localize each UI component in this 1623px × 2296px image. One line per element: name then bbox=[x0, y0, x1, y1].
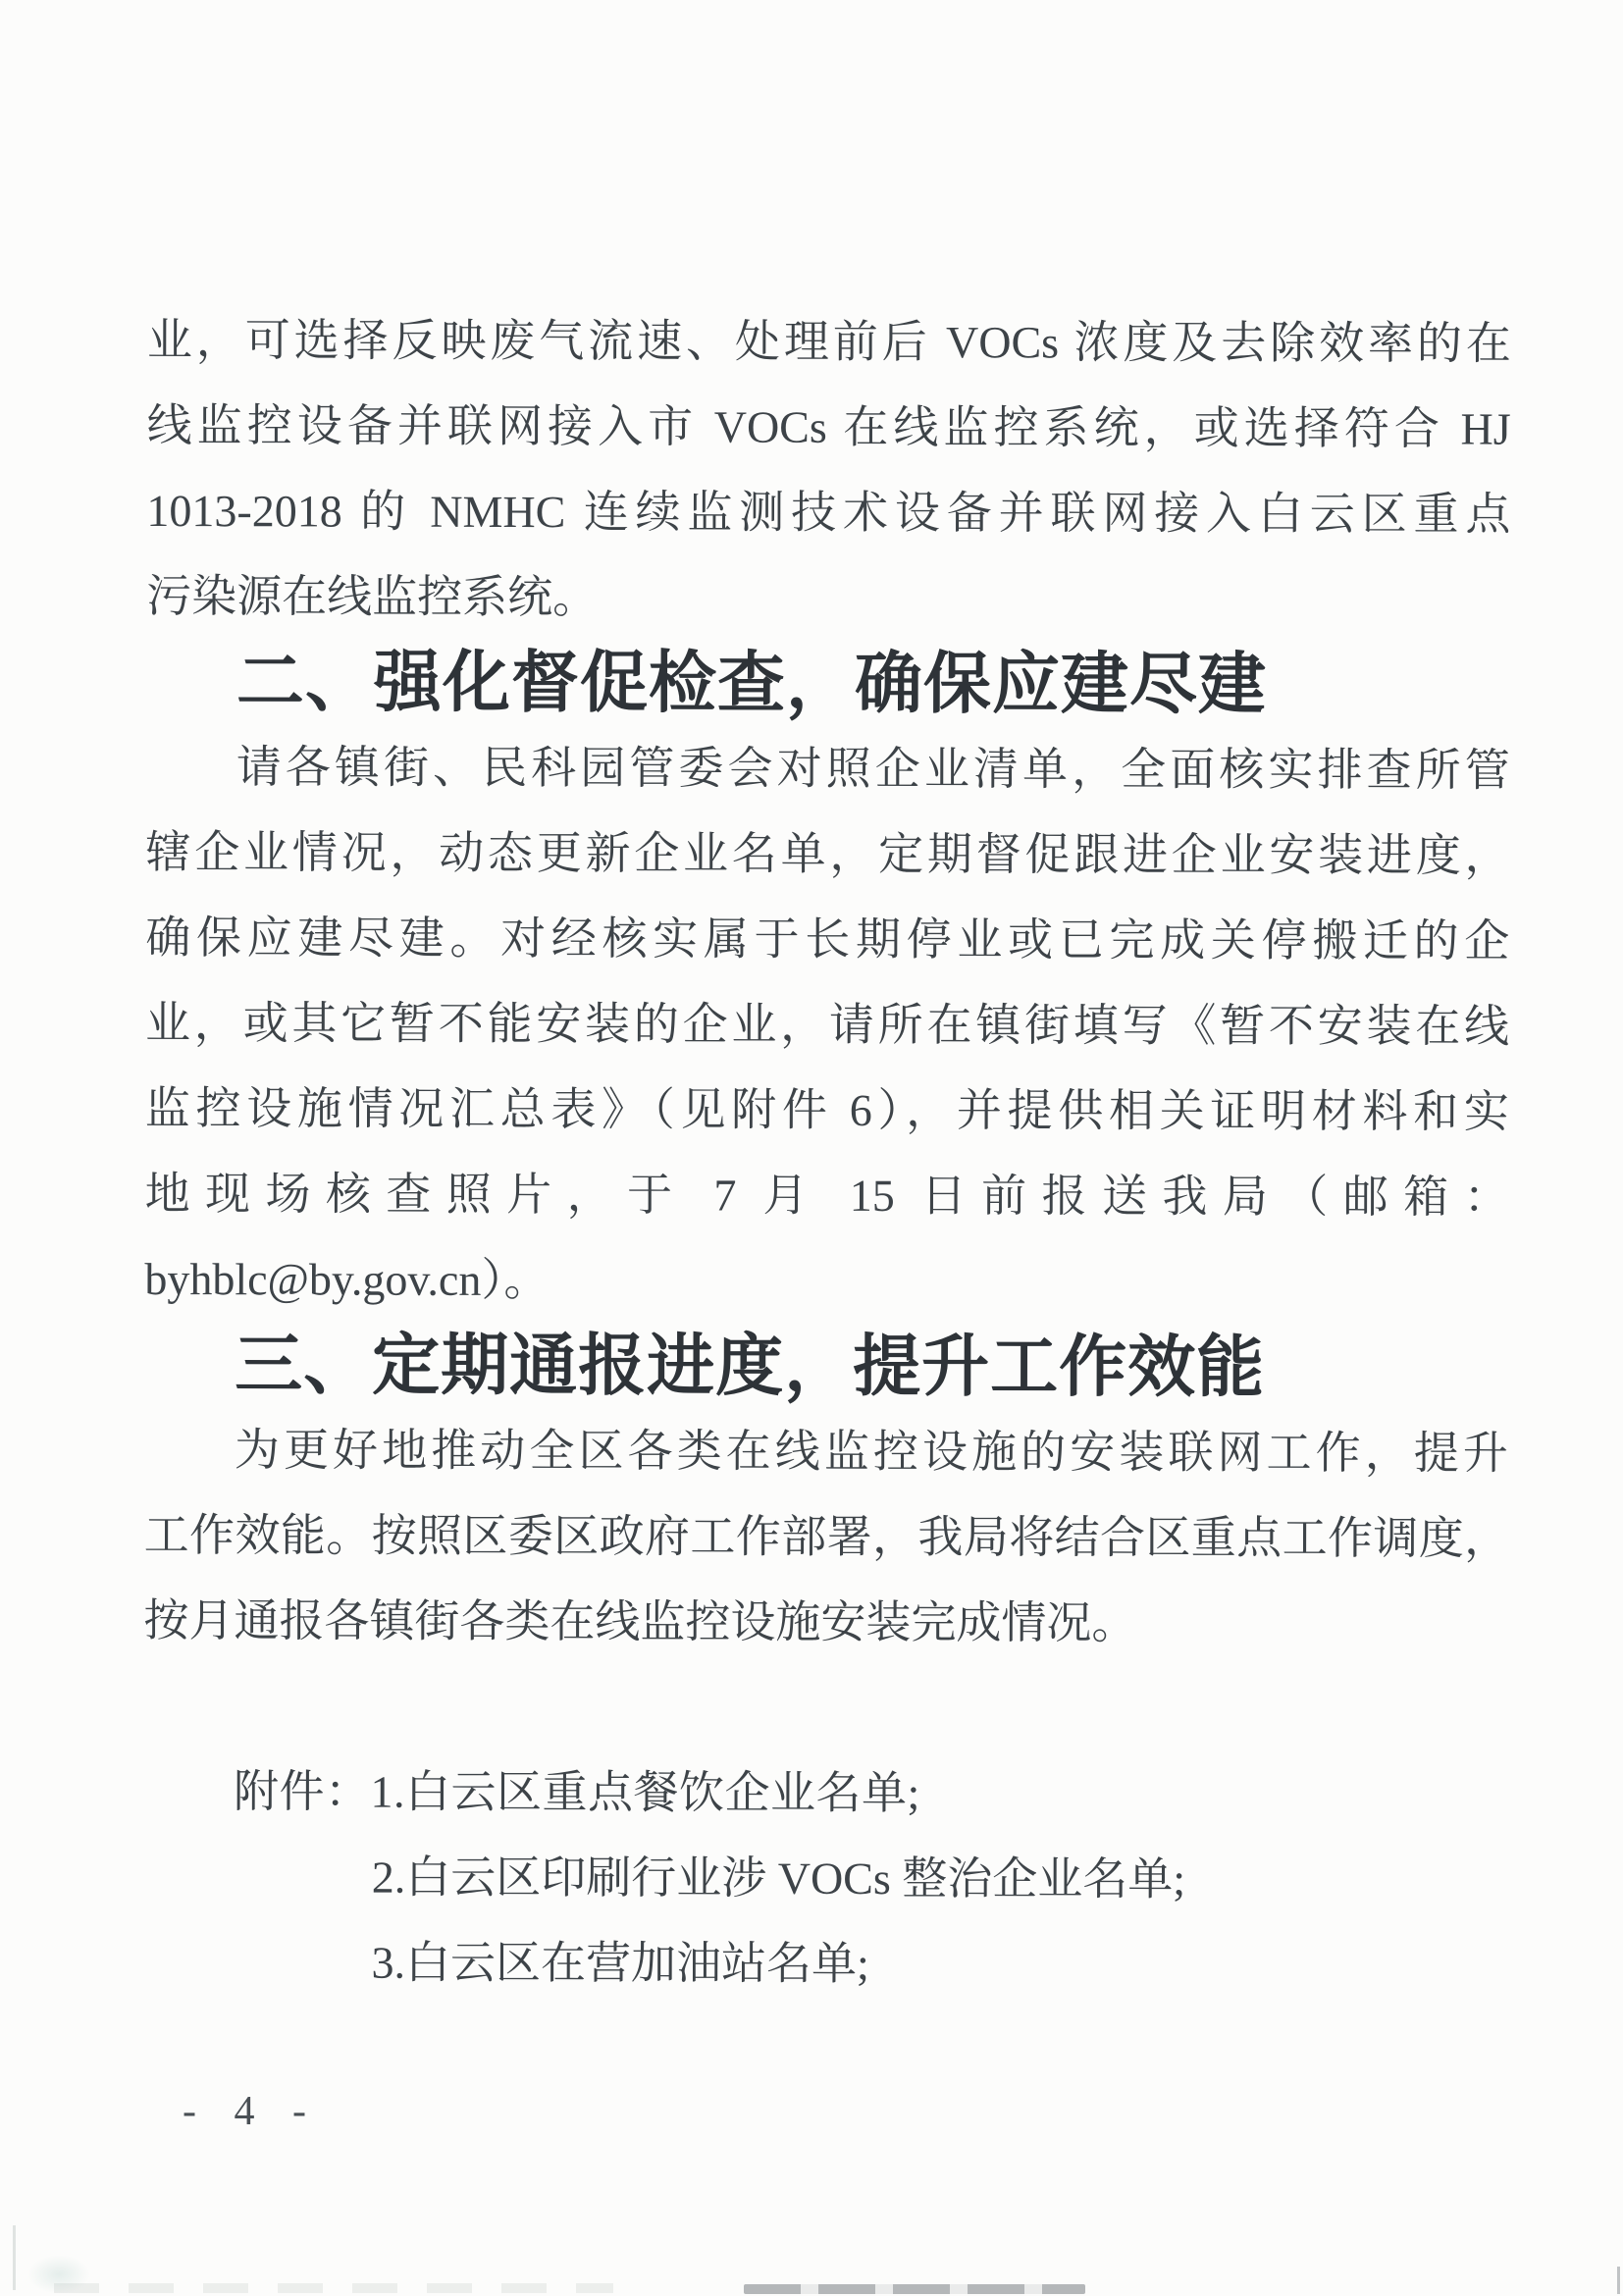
scan-artifact bbox=[54, 2283, 613, 2293]
body-line: 按月通报各镇街各类在线监控设施安装完成情况。 bbox=[143, 1594, 1137, 1648]
body-line: 监控设施情况汇总表》（见附件 6），并提供相关证明材料和实 bbox=[144, 1082, 1509, 1137]
section-heading-2: 二、强化督促检查，确保应建尽建 bbox=[236, 644, 1268, 722]
scan-artifact bbox=[27, 2255, 90, 2294]
scan-artifact bbox=[744, 2284, 1085, 2294]
scan-artifact bbox=[1617, 2267, 1620, 2294]
body-line: 为更好地推动全区各类在线监控设施的安装联网工作，提升 bbox=[234, 1425, 1508, 1479]
body-line: 地现场核查照片，于 7 月 15 日前报送我局（邮箱： bbox=[144, 1168, 1509, 1223]
attachments-label: 附件： bbox=[233, 1766, 371, 1817]
body-line: 1013-2018 的 NMHC 连续监测技术设备并联网接入白云区重点 bbox=[146, 485, 1511, 540]
attachment-item-3: 3.白云区在营加油站名单; bbox=[371, 1937, 869, 1989]
body-line: 业，可选择反映废气流速、处理前后 VOCs 浓度及去除效率的在 bbox=[146, 314, 1511, 369]
body-line: 线监控设备并联网接入市 VOCs 在线监控系统，或选择符合 HJ bbox=[146, 399, 1511, 454]
section-heading-3: 三、定期通报进度，提升工作效能 bbox=[235, 1327, 1266, 1405]
scan-artifact bbox=[13, 2225, 16, 2290]
attachment-line bbox=[143, 1748, 1507, 1838]
body-line: 确保应建尽建。对经核实属于长期停业或已完成关停搬迁的企 bbox=[145, 912, 1510, 966]
body-line: 辖企业情况，动态更新企业名单，定期督促跟进企业安装进度， bbox=[145, 826, 1510, 881]
page-number: - 4 - bbox=[183, 2089, 320, 2134]
body-line: 污染源在线监控系统。 bbox=[146, 570, 599, 623]
attachment-item-2: 2.白云区印刷行业涉 VOCs 整治企业名单; bbox=[371, 1852, 1186, 1905]
body-line: 工作效能。按照区委区政府工作部署，我局将结合区重点工作调度， bbox=[143, 1509, 1508, 1564]
body-line: 请各镇街、民科园管委会对照企业清单，全面核实排查所管 bbox=[236, 742, 1510, 796]
attachments-block bbox=[142, 1748, 1507, 2009]
body-line: 业，或其它暂不能安装的企业，请所在镇街填写《暂不安装在线 bbox=[144, 997, 1510, 1052]
document-body bbox=[142, 297, 1511, 2009]
body-line-email: byhblc@by.gov.cn）。 bbox=[144, 1253, 550, 1306]
attachment-item-1: 1.白云区重点餐饮企业名单; bbox=[370, 1766, 920, 1819]
